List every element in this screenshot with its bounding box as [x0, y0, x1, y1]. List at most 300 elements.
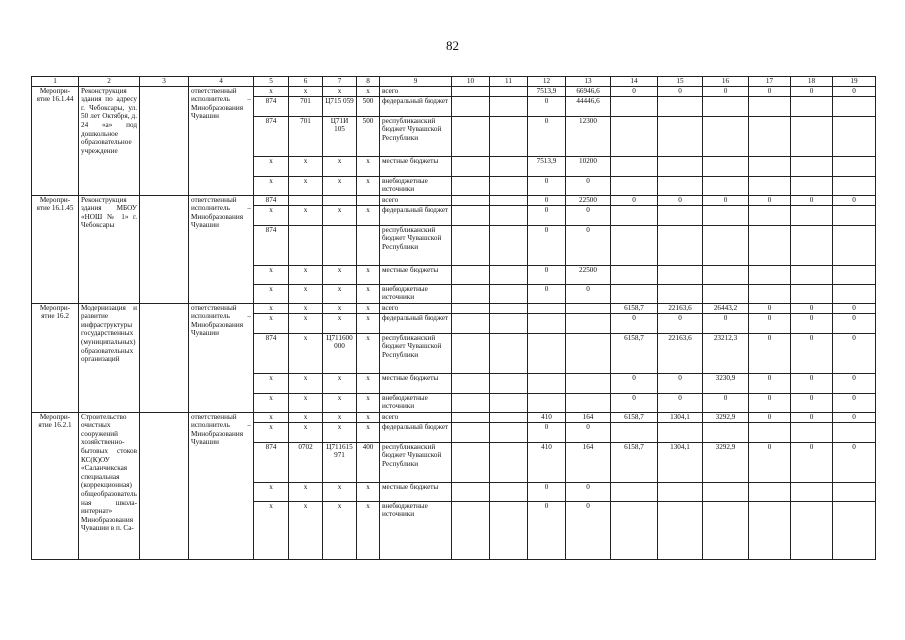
column-header: 2 — [79, 77, 140, 87]
cell-c9: всего — [380, 195, 452, 205]
cell-c14 — [611, 225, 658, 265]
cell-c6: 701 — [289, 116, 323, 156]
cell-c15 — [658, 225, 703, 265]
cell-c11 — [490, 156, 528, 176]
cell-c11 — [490, 116, 528, 156]
cell-c16: 0 — [703, 195, 749, 205]
cell-c19 — [833, 116, 876, 156]
cell-c8: х — [357, 393, 380, 412]
column-header: 5 — [254, 77, 289, 87]
cell-c14: 0 — [611, 86, 658, 96]
cell-c19: 0 — [833, 393, 876, 412]
cell-c11 — [490, 373, 528, 393]
cell-c14: 0 — [611, 195, 658, 205]
cell-c17: 0 — [749, 442, 791, 482]
cell-c16: 3292,9 — [703, 442, 749, 482]
cell-c9: всего — [380, 86, 452, 96]
cell-c18 — [791, 205, 833, 225]
cell-c18: 0 — [791, 373, 833, 393]
cell-c5: х — [254, 313, 289, 333]
cell-c19 — [833, 482, 876, 501]
cell-c5: 874 — [254, 333, 289, 373]
cell-c19: 0 — [833, 442, 876, 482]
cell-c19 — [833, 176, 876, 195]
column-header: 14 — [611, 77, 658, 87]
cell-c12: 0 — [528, 422, 566, 442]
cell-c10 — [452, 303, 490, 313]
cell-c11 — [490, 176, 528, 195]
cell-c10 — [452, 265, 490, 284]
cell-c12: 0 — [528, 265, 566, 284]
cell-c15: 22163,6 — [658, 303, 703, 313]
cell-c19: 0 — [833, 313, 876, 333]
cell-c9: федеральный бюджет — [380, 313, 452, 333]
cell-c14 — [611, 205, 658, 225]
cell-c11 — [490, 86, 528, 96]
cell-c16 — [703, 225, 749, 265]
cell-c19 — [833, 156, 876, 176]
cell-c5: х — [254, 412, 289, 422]
measure-executor: ответственный исполнитель – Минобразования Чувашии — [189, 303, 254, 412]
cell-c13 — [566, 313, 611, 333]
measure-executor: ответственный исполнитель – Минобразования Чувашии — [189, 195, 254, 303]
table-body — [32, 86, 876, 559]
measure-description: Строительство очистных сооружений хозяйственно-бытовых стоков КС(К)ОУ «Саланчикская специальная (коррекционная) общеобразовательная школа-интернат» Минобразования Чувашии в п. Са- — [79, 412, 140, 559]
cell-c15: 0 — [658, 313, 703, 333]
cell-c5: 874 — [254, 225, 289, 265]
cell-c15 — [658, 96, 703, 116]
cell-c12: 410 — [528, 442, 566, 482]
cell-c8: х — [357, 412, 380, 422]
cell-c18 — [791, 156, 833, 176]
cell-c16 — [703, 265, 749, 284]
cell-c19 — [833, 501, 876, 559]
cell-c17 — [749, 501, 791, 559]
cell-c10 — [452, 373, 490, 393]
cell-c8: х — [357, 422, 380, 442]
cell-c7: х — [323, 176, 357, 195]
cell-c17 — [749, 225, 791, 265]
cell-c12: 0 — [528, 284, 566, 303]
cell-c13 — [566, 393, 611, 412]
empty-cell — [140, 303, 189, 412]
cell-c18: 0 — [791, 412, 833, 422]
cell-c7: х — [323, 205, 357, 225]
cell-c17 — [749, 422, 791, 442]
cell-c8: х — [357, 482, 380, 501]
cell-c7: х — [323, 501, 357, 559]
cell-c5: х — [254, 482, 289, 501]
cell-c7: х — [323, 284, 357, 303]
cell-c9: внебюджетные источники — [380, 176, 452, 195]
cell-c11 — [490, 422, 528, 442]
cell-c15: 0 — [658, 393, 703, 412]
cell-c10 — [452, 225, 490, 265]
cell-c12 — [528, 313, 566, 333]
cell-c18 — [791, 225, 833, 265]
column-header: 11 — [490, 77, 528, 87]
cell-c9: местные бюджеты — [380, 482, 452, 501]
cell-c18 — [791, 265, 833, 284]
cell-c7: х — [323, 412, 357, 422]
cell-c13: 0 — [566, 422, 611, 442]
cell-c19: 0 — [833, 195, 876, 205]
column-header: 9 — [380, 77, 452, 87]
cell-c17 — [749, 482, 791, 501]
cell-c12: 0 — [528, 176, 566, 195]
cell-c16: 0 — [703, 86, 749, 96]
cell-c18 — [791, 284, 833, 303]
cell-c15 — [658, 156, 703, 176]
cell-c10 — [452, 442, 490, 482]
cell-c17: 0 — [749, 393, 791, 412]
cell-c6: х — [289, 205, 323, 225]
cell-c9: всего — [380, 303, 452, 313]
cell-c5: х — [254, 373, 289, 393]
cell-c17: 0 — [749, 303, 791, 313]
cell-c7: Ц711615 971 — [323, 442, 357, 482]
cell-c10 — [452, 393, 490, 412]
cell-c19: 0 — [833, 333, 876, 373]
cell-c9: федеральный бюджет — [380, 422, 452, 442]
cell-c18: 0 — [791, 86, 833, 96]
cell-c18 — [791, 176, 833, 195]
cell-c14 — [611, 265, 658, 284]
cell-c5: х — [254, 176, 289, 195]
column-header: 8 — [357, 77, 380, 87]
cell-c12: 0 — [528, 225, 566, 265]
cell-c9: внебюджетные источники — [380, 393, 452, 412]
cell-c15 — [658, 205, 703, 225]
cell-c15 — [658, 116, 703, 156]
cell-c11 — [490, 205, 528, 225]
column-header: 6 — [289, 77, 323, 87]
cell-c16 — [703, 205, 749, 225]
cell-c13: 0 — [566, 284, 611, 303]
cell-c19: 0 — [833, 373, 876, 393]
cell-c7: Ц71И 105 — [323, 116, 357, 156]
cell-c6 — [289, 225, 323, 265]
cell-c13: 0 — [566, 176, 611, 195]
cell-c18: 0 — [791, 313, 833, 333]
cell-c17 — [749, 116, 791, 156]
cell-c14 — [611, 156, 658, 176]
cell-c10 — [452, 422, 490, 442]
cell-c16: 3230,9 — [703, 373, 749, 393]
cell-c6: х — [289, 303, 323, 313]
cell-c5: х — [254, 265, 289, 284]
cell-c13: 0 — [566, 205, 611, 225]
cell-c13 — [566, 333, 611, 373]
cell-c17 — [749, 284, 791, 303]
cell-c10 — [452, 156, 490, 176]
cell-c8: х — [357, 313, 380, 333]
cell-c6: х — [289, 412, 323, 422]
cell-c15: 0 — [658, 86, 703, 96]
cell-c11 — [490, 442, 528, 482]
cell-c7: х — [323, 265, 357, 284]
cell-c11 — [490, 393, 528, 412]
cell-c14: 0 — [611, 373, 658, 393]
cell-c9: местные бюджеты — [380, 265, 452, 284]
cell-c13: 0 — [566, 501, 611, 559]
cell-c18: 0 — [791, 393, 833, 412]
cell-c5: х — [254, 156, 289, 176]
cell-c6: х — [289, 284, 323, 303]
cell-c12: 7513,9 — [528, 156, 566, 176]
cell-c6 — [289, 195, 323, 205]
cell-c17: 0 — [749, 86, 791, 96]
cell-c17 — [749, 176, 791, 195]
measure-name: Меропри-ятие 16.2.1 — [32, 412, 79, 559]
cell-c16: 0 — [703, 393, 749, 412]
cell-c19 — [833, 96, 876, 116]
cell-c11 — [490, 303, 528, 313]
cell-c14: 0 — [611, 393, 658, 412]
cell-c6: х — [289, 333, 323, 373]
cell-c19 — [833, 225, 876, 265]
measure-name: Меропри-ятие 16.1.44 — [32, 86, 79, 195]
cell-c14 — [611, 96, 658, 116]
measure-executor: ответственный исполнитель – Минобразования Чувашии — [189, 86, 254, 195]
cell-c10 — [452, 176, 490, 195]
cell-c9: внебюджетные источники — [380, 284, 452, 303]
cell-c19 — [833, 205, 876, 225]
cell-c9: республиканский бюджет Чувашской Республики — [380, 225, 452, 265]
cell-c17 — [749, 265, 791, 284]
cell-c5: х — [254, 303, 289, 313]
cell-c18: 0 — [791, 442, 833, 482]
cell-c5: х — [254, 501, 289, 559]
cell-c9: местные бюджеты — [380, 373, 452, 393]
cell-c12: 0 — [528, 501, 566, 559]
cell-c8 — [357, 195, 380, 205]
cell-c8: х — [357, 373, 380, 393]
cell-c9: республиканский бюджет Чувашской Республики — [380, 116, 452, 156]
cell-c16 — [703, 116, 749, 156]
cell-c18 — [791, 96, 833, 116]
cell-c15 — [658, 422, 703, 442]
cell-c6: х — [289, 176, 323, 195]
cell-c6: х — [289, 501, 323, 559]
cell-c18 — [791, 116, 833, 156]
empty-cell — [140, 195, 189, 303]
cell-c9: местные бюджеты — [380, 156, 452, 176]
cell-c15: 0 — [658, 373, 703, 393]
cell-c13: 12300 — [566, 116, 611, 156]
cell-c16: 3292,9 — [703, 412, 749, 422]
cell-c6: 0702 — [289, 442, 323, 482]
cell-c12 — [528, 373, 566, 393]
cell-c5: х — [254, 205, 289, 225]
cell-c11 — [490, 501, 528, 559]
cell-c10 — [452, 313, 490, 333]
cell-c6: х — [289, 393, 323, 412]
cell-c17 — [749, 205, 791, 225]
cell-c10 — [452, 96, 490, 116]
cell-c7: х — [323, 313, 357, 333]
cell-c12: 410 — [528, 412, 566, 422]
cell-c16: 0 — [703, 313, 749, 333]
cell-c11 — [490, 265, 528, 284]
cell-c14: 6158,7 — [611, 412, 658, 422]
cell-c12 — [528, 333, 566, 373]
cell-c15: 1304,1 — [658, 442, 703, 482]
cell-c6: х — [289, 86, 323, 96]
page-number: 82 — [446, 38, 459, 53]
measure-description: Реконструкция здания по адресу г. Чебоксары, ул. 50 лет Октября, д. 24 «а» под дошкольное образовательное учреждение — [79, 86, 140, 195]
cell-c18: 0 — [791, 303, 833, 313]
cell-c8: х — [357, 265, 380, 284]
cell-c7: х — [323, 86, 357, 96]
cell-c9: республиканский бюджет Чувашской Республики — [380, 333, 452, 373]
cell-c13: 66946,6 — [566, 86, 611, 96]
cell-c19: 0 — [833, 86, 876, 96]
measure-description: Модернизация и развитие инфраструктуры государственных (муниципальных) образовательных организаций — [79, 303, 140, 412]
cell-c16: 26443,2 — [703, 303, 749, 313]
cell-c18 — [791, 482, 833, 501]
column-header: 12 — [528, 77, 566, 87]
cell-c14 — [611, 422, 658, 442]
cell-c12: 7513,9 — [528, 86, 566, 96]
cell-c11 — [490, 225, 528, 265]
cell-c15 — [658, 501, 703, 559]
cell-c7: Ц715 059 — [323, 96, 357, 116]
cell-c6: 701 — [289, 96, 323, 116]
cell-c8: 500 — [357, 116, 380, 156]
cell-c5: 874 — [254, 116, 289, 156]
cell-c7 — [323, 195, 357, 205]
cell-c14: 6158,7 — [611, 303, 658, 313]
cell-c12: 0 — [528, 482, 566, 501]
cell-c8 — [357, 225, 380, 265]
column-header: 16 — [703, 77, 749, 87]
cell-c7: х — [323, 482, 357, 501]
cell-c15 — [658, 265, 703, 284]
cell-c8: х — [357, 156, 380, 176]
cell-c16 — [703, 96, 749, 116]
table-row — [32, 195, 876, 205]
cell-c15 — [658, 482, 703, 501]
cell-c17: 0 — [749, 313, 791, 333]
cell-c12: 0 — [528, 116, 566, 156]
cell-c13 — [566, 373, 611, 393]
cell-c10 — [452, 284, 490, 303]
cell-c8: х — [357, 284, 380, 303]
cell-c5: х — [254, 393, 289, 412]
cell-c15 — [658, 176, 703, 195]
column-header: 17 — [749, 77, 791, 87]
cell-c6: х — [289, 156, 323, 176]
cell-c14 — [611, 501, 658, 559]
cell-c16: 23212,3 — [703, 333, 749, 373]
cell-c19 — [833, 284, 876, 303]
cell-c6: х — [289, 313, 323, 333]
cell-c5: х — [254, 86, 289, 96]
cell-c5: х — [254, 284, 289, 303]
column-header: 15 — [658, 77, 703, 87]
cell-c14 — [611, 482, 658, 501]
cell-c12 — [528, 303, 566, 313]
column-header: 18 — [791, 77, 833, 87]
cell-c11 — [490, 412, 528, 422]
cell-c15: 0 — [658, 195, 703, 205]
cell-c7: х — [323, 303, 357, 313]
cell-c10 — [452, 205, 490, 225]
cell-c13: 0 — [566, 482, 611, 501]
cell-c11 — [490, 333, 528, 373]
cell-c13: 0 — [566, 225, 611, 265]
cell-c11 — [490, 284, 528, 303]
cell-c18 — [791, 501, 833, 559]
cell-c8: х — [357, 333, 380, 373]
measure-name: Меропри-ятие 16.1.45 — [32, 195, 79, 303]
cell-c6: х — [289, 482, 323, 501]
cell-c16 — [703, 422, 749, 442]
cell-c15: 22163,6 — [658, 333, 703, 373]
column-header: 1 — [32, 77, 79, 87]
cell-c10 — [452, 86, 490, 96]
cell-c6: х — [289, 422, 323, 442]
cell-c18: 0 — [791, 333, 833, 373]
cell-c17: 0 — [749, 195, 791, 205]
empty-cell — [140, 412, 189, 559]
cell-c10 — [452, 195, 490, 205]
cell-c19 — [833, 265, 876, 284]
header-row — [32, 77, 876, 87]
cell-c16 — [703, 284, 749, 303]
cell-c7: Ц711600 000 — [323, 333, 357, 373]
cell-c6: х — [289, 373, 323, 393]
cell-c5: х — [254, 422, 289, 442]
cell-c14 — [611, 176, 658, 195]
cell-c16 — [703, 156, 749, 176]
cell-c14 — [611, 116, 658, 156]
cell-c15 — [658, 284, 703, 303]
cell-c16 — [703, 501, 749, 559]
cell-c9: федеральный бюджет — [380, 96, 452, 116]
cell-c13: 44446,6 — [566, 96, 611, 116]
cell-c13: 22500 — [566, 195, 611, 205]
cell-c9: внебюджетные источники — [380, 501, 452, 559]
cell-c11 — [490, 482, 528, 501]
cell-c14: 6158,7 — [611, 442, 658, 482]
cell-c5: 874 — [254, 96, 289, 116]
cell-c7: х — [323, 422, 357, 442]
cell-c10 — [452, 116, 490, 156]
cell-c9: всего — [380, 412, 452, 422]
cell-c13: 22500 — [566, 265, 611, 284]
table-row — [32, 86, 876, 96]
cell-c13: 164 — [566, 442, 611, 482]
measure-description: Реконструкция здания МБОУ «НОШ № 1» г. Чебоксары — [79, 195, 140, 303]
cell-c10 — [452, 501, 490, 559]
cell-c16 — [703, 482, 749, 501]
cell-c17: 0 — [749, 412, 791, 422]
cell-c13: 10200 — [566, 156, 611, 176]
cell-c11 — [490, 313, 528, 333]
cell-c5: 874 — [254, 195, 289, 205]
cell-c15: 1304,1 — [658, 412, 703, 422]
cell-c14: 0 — [611, 313, 658, 333]
cell-c9: республиканский бюджет Чувашской Республики — [380, 442, 452, 482]
cell-c12: 0 — [528, 96, 566, 116]
column-header: 19 — [833, 77, 876, 87]
table-row — [32, 303, 876, 313]
cell-c18 — [791, 422, 833, 442]
column-header: 13 — [566, 77, 611, 87]
cell-c6: х — [289, 265, 323, 284]
